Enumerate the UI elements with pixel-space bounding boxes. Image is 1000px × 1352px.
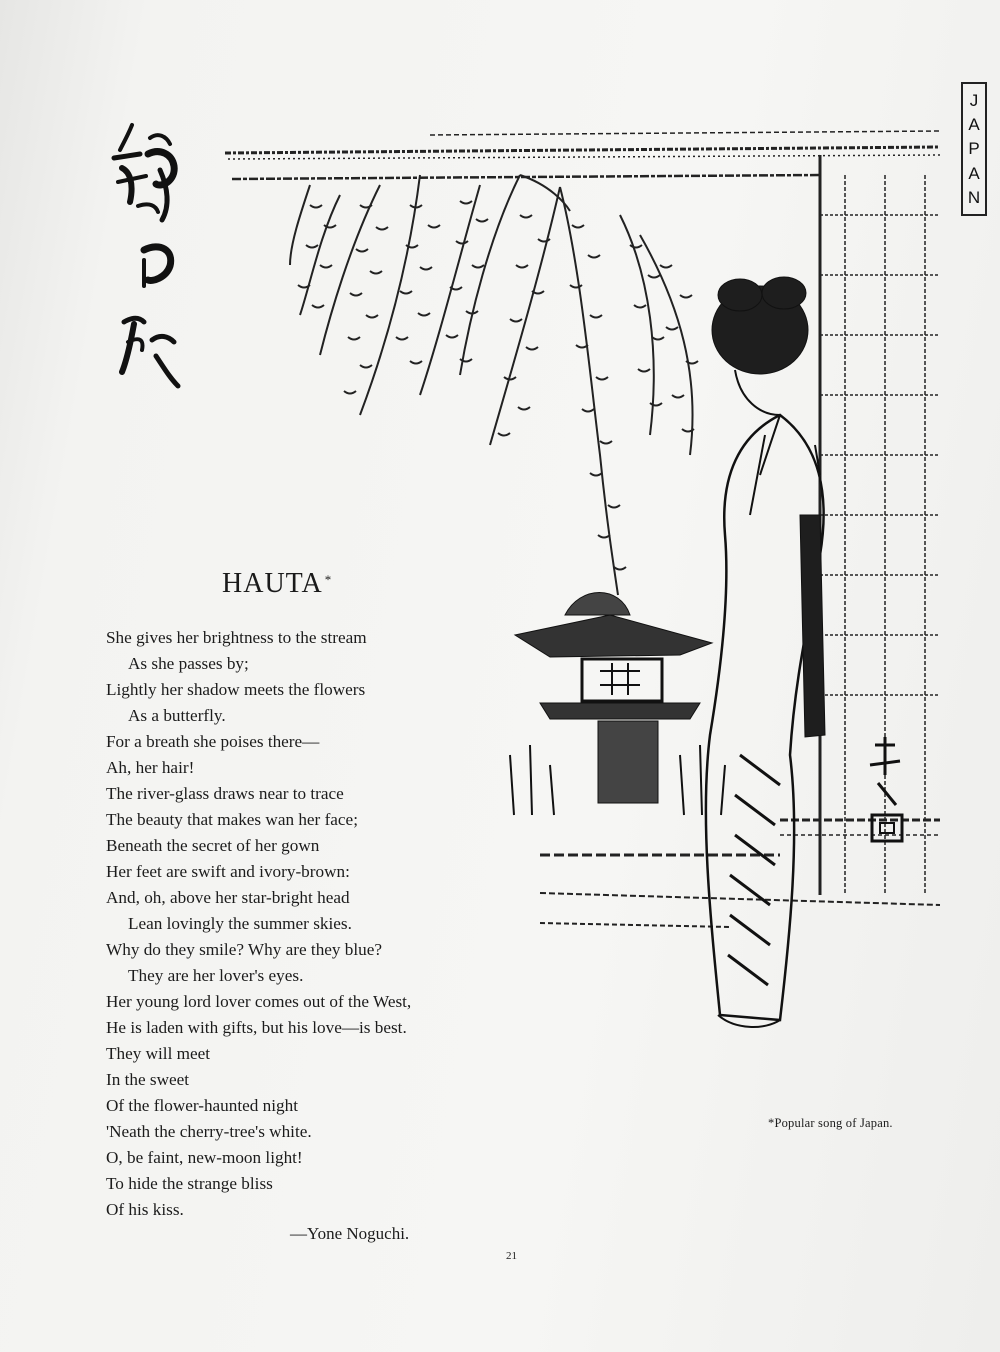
tab-letter: P xyxy=(968,139,980,159)
poem-line: Lightly her shadow meets the flowers xyxy=(106,680,366,699)
poem-line: O, be faint, new-moon light! xyxy=(106,1148,303,1167)
poem-line: 'Neath the cherry-tree's white. xyxy=(106,1122,312,1141)
poem-line: The beauty that makes wan her face; xyxy=(106,810,358,829)
poem-line: He is laden with gifts, but his love—is best. xyxy=(106,1018,407,1037)
poem-line: Her young lord lover comes out of the West, xyxy=(106,992,412,1011)
footnote: *Popular song of Japan. xyxy=(768,1116,893,1130)
poem-line: As she passes by; xyxy=(128,654,249,673)
poem-line: In the sweet xyxy=(106,1070,190,1089)
poem-line: Of his kiss. xyxy=(106,1200,184,1219)
poem-line: For a breath she poises there— xyxy=(106,732,320,751)
poem-line: They will meet xyxy=(106,1044,211,1063)
poem-line: The river-glass draws near to trace xyxy=(106,784,344,803)
footnote-mark: * xyxy=(324,572,333,587)
poem-line: Of the flower-haunted night xyxy=(106,1096,298,1115)
shoji-screen xyxy=(540,155,940,927)
poem-line: Her feet are swift and ivory-brown: xyxy=(106,862,350,881)
poem-line: They are her lover's eyes. xyxy=(128,966,304,985)
author-attribution: —Yone Noguchi. xyxy=(290,1224,410,1243)
section-tab-japan xyxy=(961,82,987,216)
poem-line: To hide the strange bliss xyxy=(106,1174,273,1193)
artist-seal xyxy=(870,737,902,841)
top-border xyxy=(225,131,942,179)
poem-body xyxy=(106,625,526,1223)
tab-letter: A xyxy=(968,163,980,183)
tab-letter: J xyxy=(969,90,979,110)
poem-line: As a butterfly. xyxy=(128,706,226,725)
tab-letter: A xyxy=(968,115,980,135)
willow-leaves xyxy=(298,201,698,570)
willow-branches xyxy=(290,175,693,595)
poem-line: Beneath the secret of her gown xyxy=(106,836,320,855)
page-number: 21 xyxy=(506,1250,517,1262)
poem-line: Lean lovingly the summer skies. xyxy=(128,914,352,933)
woman-figure xyxy=(706,277,825,1027)
poem-line: She gives her brightness to the stream xyxy=(106,628,367,647)
poem-line: Ah, her hair! xyxy=(106,758,195,777)
poem-title: HAUTA * xyxy=(222,568,333,599)
poem-line: Why do they smile? Why are they blue? xyxy=(106,940,383,959)
tab-letter: N xyxy=(967,188,981,208)
stone-lantern xyxy=(510,593,725,816)
calligraphy-title xyxy=(100,110,200,410)
poem-line: And, oh, above her star-bright head xyxy=(106,888,350,907)
